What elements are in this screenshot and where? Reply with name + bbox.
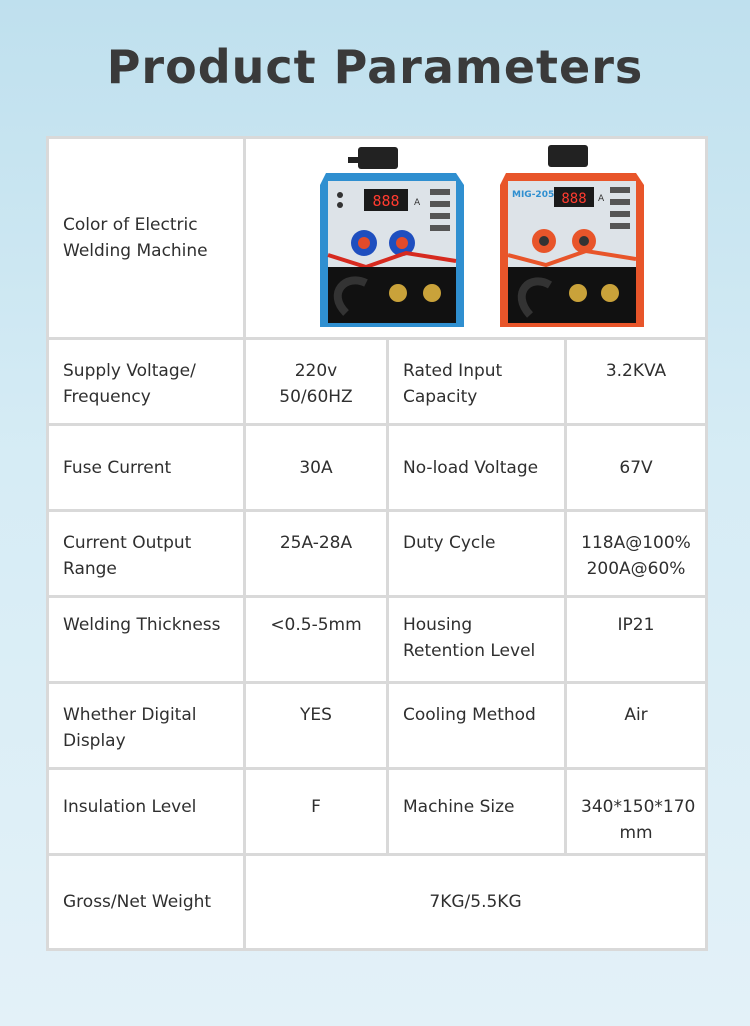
param-value: 30A [245, 425, 388, 511]
table-row [48, 425, 707, 511]
param-value: IP21 [566, 597, 707, 683]
param-value: F [245, 769, 388, 855]
param-value: 3.2KVA [566, 339, 707, 425]
model-text: MIG-205 [511, 190, 554, 200]
param-label: Duty Cycle [388, 511, 566, 597]
table-row [48, 511, 707, 597]
param-value: 7KG/5.5KG [245, 855, 707, 950]
param-value: 118A@100% 200A@60% [566, 511, 707, 597]
param-label: Fuse Current [48, 425, 245, 511]
table-row [48, 138, 707, 339]
display-text: 888 [371, 192, 400, 210]
parameters-table [46, 136, 708, 951]
orange-welding-machine-image [486, 143, 646, 333]
param-value: Air [566, 683, 707, 769]
svg-text:A: A [597, 194, 604, 204]
machine-images [245, 138, 707, 339]
param-value: YES [245, 683, 388, 769]
param-label: Insulation Level [48, 769, 245, 855]
param-label: Color of Electric Welding Machine [48, 138, 245, 339]
param-value: 25A-28A [245, 511, 388, 597]
param-label: Supply Voltage/ Frequency [48, 339, 245, 425]
param-label: Rated Input Capacity [388, 339, 566, 425]
table-row [48, 855, 707, 950]
table-row [48, 339, 707, 425]
param-value: 67V [566, 425, 707, 511]
param-label: Gross/Net Weight [48, 855, 245, 950]
param-label: Housing Retention Level [388, 597, 566, 683]
param-value: 220v 50/60HZ [245, 339, 388, 425]
param-label: Welding Thickness [48, 597, 245, 683]
indicator-light [337, 192, 343, 198]
table-row [48, 597, 707, 683]
page-title: Product Parameters [106, 40, 644, 94]
param-label: No-load Voltage [388, 425, 566, 511]
param-value: 340*150*170 mm [566, 769, 707, 855]
param-label: Machine Size [388, 769, 566, 855]
param-value: <0.5-5mm [245, 597, 388, 683]
svg-text:A: A [413, 198, 420, 208]
table-row [48, 769, 707, 855]
param-label: Cooling Method [388, 683, 566, 769]
display-text: 888 [560, 191, 587, 207]
param-label: Current Output Range [48, 511, 245, 597]
table-row [48, 683, 707, 769]
blue-welding-machine-image [306, 143, 466, 333]
param-label: Whether Digital Display [48, 683, 245, 769]
